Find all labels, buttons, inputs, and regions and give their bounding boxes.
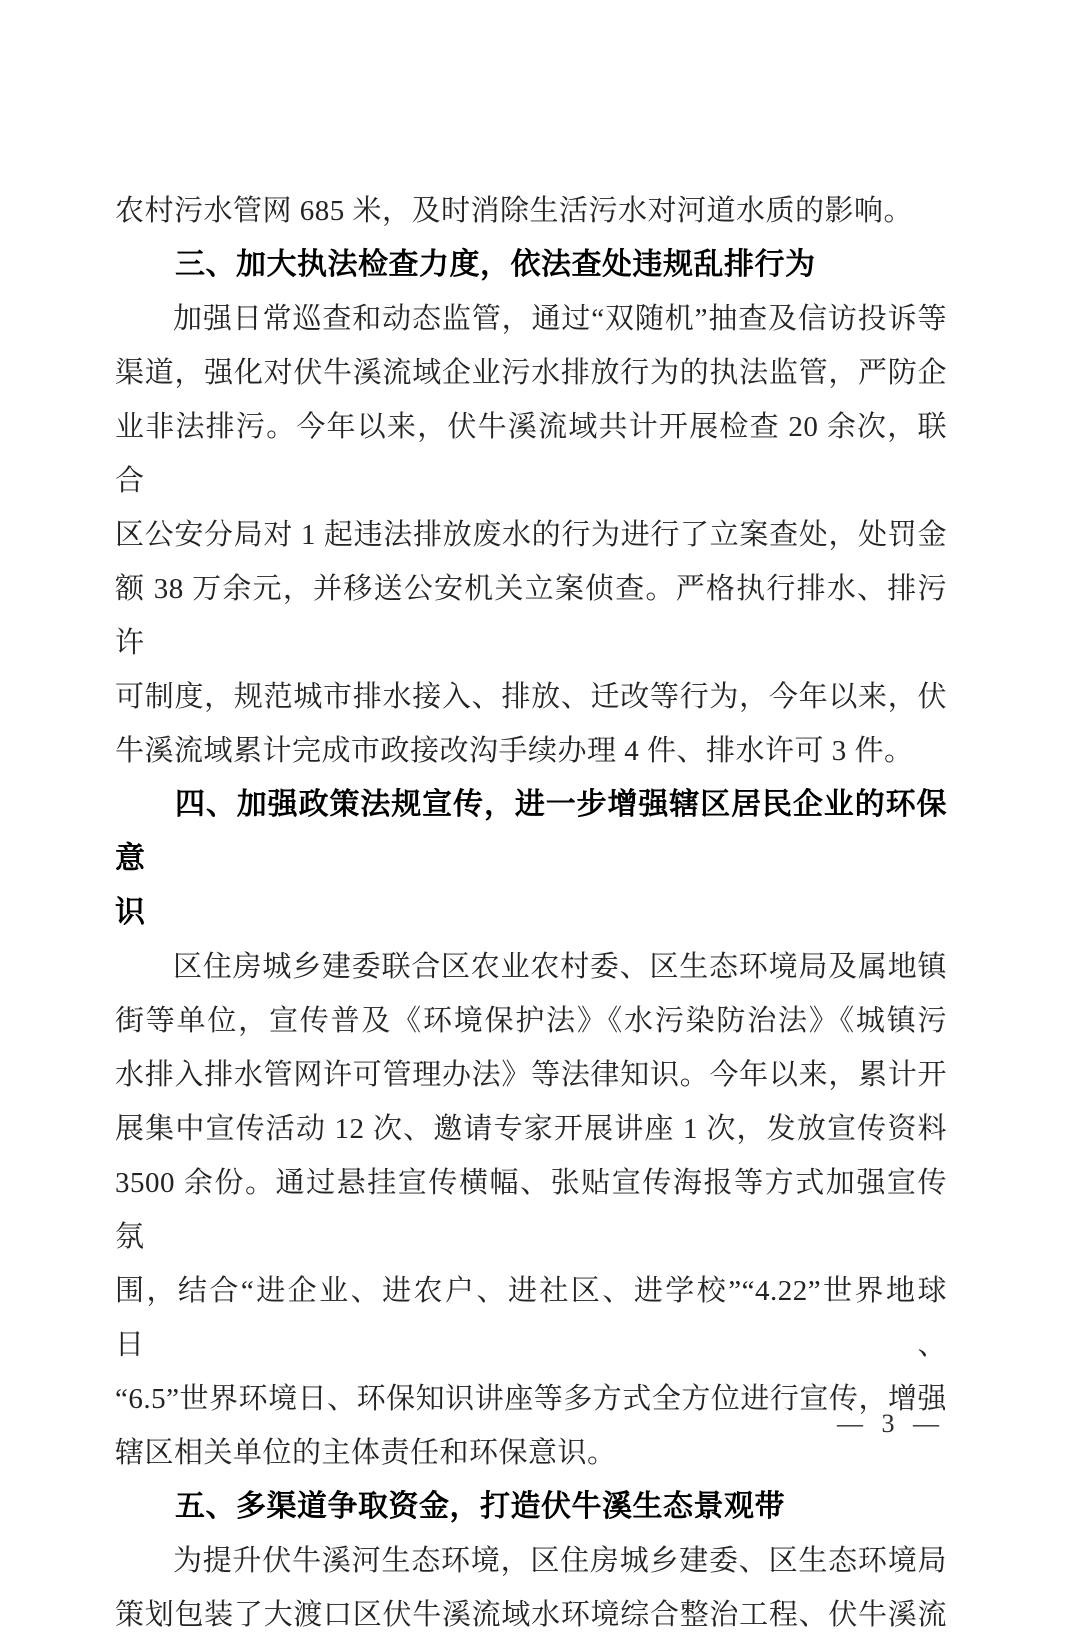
body-text-line: 业非法排污。今年以来，伏牛溪流域共计开展检查 20 余次，联合: [115, 411, 947, 497]
body-text-line: 可制度，规范城市排水接入、排放、迁改等行为，今年以来，伏: [115, 681, 947, 713]
body-text-line: 3500 余份。通过悬挂宣传横幅、张贴宣传海报等方式加强宣传氛: [115, 1167, 947, 1253]
body-text-line: 围，结合“进企业、进农户、进社区、进学校”“4.22”世界地球日、: [115, 1275, 947, 1361]
section-4-heading-line-2: 识: [115, 896, 146, 929]
section-3-heading: 三、加大执法检查力度，依法查处违规乱排行为: [175, 248, 816, 281]
section-4-heading-line-1: 四、加强政策法规宣传，进一步增强辖区居民企业的环保意: [115, 788, 947, 875]
body-text-line: 为提升伏牛溪河生态环境，区住房城乡建委、区生态环境局: [173, 1545, 947, 1577]
body-text-line: 额 38 万余元，并移送公安机关立案侦查。严格执行排水、排污许: [115, 573, 947, 659]
page-number: — 3 —: [837, 1409, 945, 1438]
body-text-line: 区公安分局对 1 起违法排放废水的行为进行了立案查处，处罚金: [115, 519, 947, 551]
body-text-line: 渠道，强化对伏牛溪流域企业污水排放行为的执法监管，严防企: [115, 357, 947, 389]
body-text-line: 牛溪流域累计完成市政接改沟手续办理 4 件、排水许可 3 件。: [115, 735, 914, 767]
document-body: [115, 184, 947, 1642]
body-text-line: 加强日常巡查和动态监管，通过“双随机”抽查及信访投诉等: [173, 303, 947, 335]
body-text-line: 辖区相关单位的主体责任和环保意识。: [115, 1437, 617, 1469]
body-text-line: 展集中宣传活动 12 次、邀请专家开展讲座 1 次，发放宣传资料: [115, 1113, 947, 1145]
paragraph-continuation-line: 农村污水管网 685 米，及时消除生活污水对河道水质的影响。: [115, 195, 914, 227]
body-text-line: 街等单位，宣传普及《环境保护法》《水污染防治法》《城镇污: [115, 1005, 947, 1037]
body-text-line: 策划包装了大渡口区伏牛溪流域水环境综合整治工程、伏牛溪流: [115, 1599, 947, 1631]
section-5-heading: 五、多渠道争取资金，打造伏牛溪生态景观带: [175, 1490, 785, 1523]
body-text-line: 区住房城乡建委联合区农业农村委、区生态环境局及属地镇: [173, 951, 947, 983]
body-text-line: “6.5”世界环境日、环保知识讲座等多方式全方位进行宣传，增强: [115, 1383, 947, 1415]
body-text-line: 水排入排水管网许可管理办法》等法律知识。今年以来，累计开: [115, 1059, 947, 1091]
